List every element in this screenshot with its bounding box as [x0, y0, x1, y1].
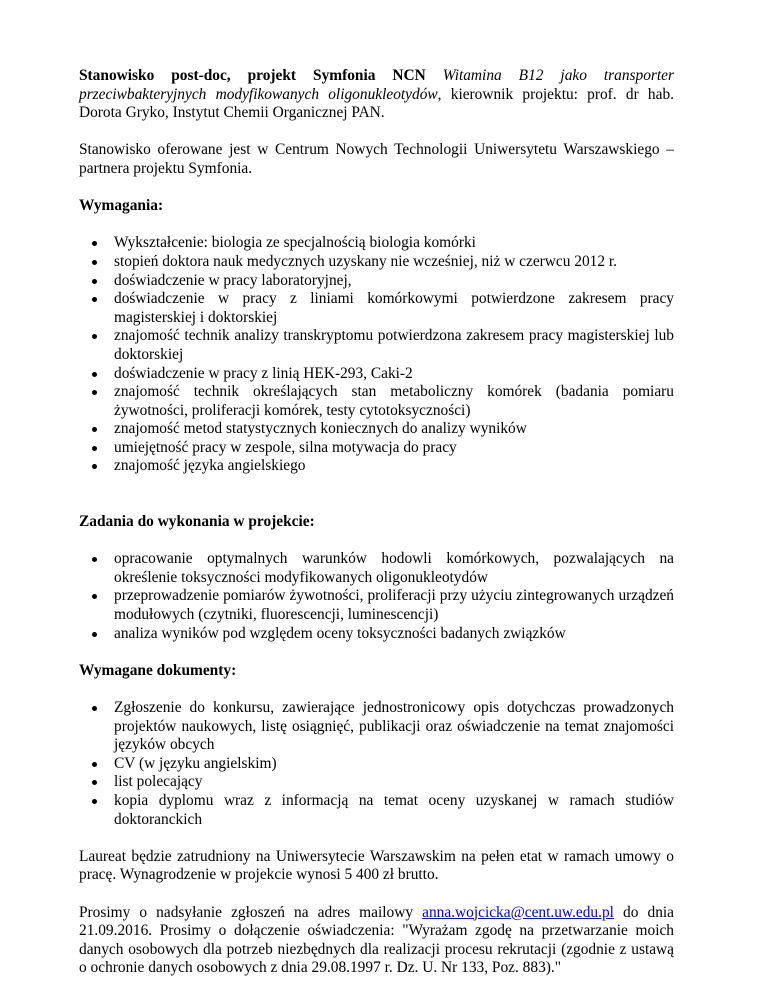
- list-item-text: umiejętność pracy w zespole, silna motywacja do pracy: [114, 438, 457, 456]
- list-item-text: opracowanie optymalnych warunków hodowli komórkowych, pozwalających na określenie toksyczności modyfikowanych oligonukleotydów: [114, 550, 674, 586]
- bullet-icon: [92, 557, 97, 562]
- bullet-icon: [92, 279, 97, 284]
- list-item: [79, 383, 674, 420]
- list-item-text: znajomość technik analizy transkryptomu potwierdzona zakresem pracy magisterskiej lub doktorskiej: [114, 327, 674, 363]
- intro-details: , kierownik projektu: prof. dr hab. Dorota Gryko, Instytut Chemii Organicznej PAN.: [79, 85, 675, 122]
- list-item: [79, 439, 674, 458]
- bullet-icon: [92, 594, 97, 599]
- list-item: [79, 625, 674, 644]
- email-link[interactable]: anna.wojcicka@cent.uw.edu.pl: [422, 903, 614, 921]
- requirements-heading: Wymagania:: [79, 197, 164, 215]
- list-item: [79, 253, 674, 272]
- project-title: Witamina B12 jako transporter przeciwbakteryjnych modyfikowanych oligonukleotydów: [79, 67, 674, 103]
- closing-text-after: do dnia 21.09.2016. Prosimy o dołączenie oświadczenia: "Wyrażam zgodę na przetwarzanie moich danych osobowych dla potrzeb niezbędnych dla realizacji procesu rekrutacji (zgodnie z ustawą o ochronie danych osobowych z dnia 29.08.1997 r. Dz. U. Nr 133, Poz. 883).": [79, 903, 674, 977]
- bullet-icon: [92, 780, 97, 785]
- list-item: [79, 550, 674, 587]
- document-content: [79, 67, 674, 978]
- intro-title: Stanowisko post-doc, projekt Symfonia NCN: [79, 67, 426, 84]
- list-item-text: Wykształcenie: biologia ze specjalnością biologia komórki: [114, 234, 476, 252]
- list-item-text: doświadczenie w pracy z liniami komórkowymi potwierdzone zakresem pracy magisterskiej i doktorskiej: [114, 290, 674, 326]
- closing-text-before: Prosimy o nadsyłanie zgłoszeń na adres mailowy: [79, 903, 423, 921]
- list-item-text: znajomość metod statystycznych koniecznych do analizy wyników: [114, 420, 527, 438]
- bullet-icon: [92, 334, 97, 339]
- intro-paragraph: [79, 67, 674, 123]
- list-item-text: CV (w języku angielskim): [114, 754, 277, 772]
- list-item-text: list polecający: [114, 773, 203, 791]
- bullet-icon: [92, 260, 97, 265]
- requirements-list: [79, 234, 674, 476]
- employment-paragraph: Laureat będzie zatrudniony na Uniwersytecie Warszawskim na pełen etat w ramach umowy o pracę. Wynagrodzenie w projekcie wynosi 5 400 zł brutto.: [79, 847, 674, 884]
- bullet-icon: [92, 446, 97, 451]
- list-item: [79, 457, 674, 476]
- list-item: [79, 773, 674, 792]
- documents-heading: Wymagane dokumenty:: [79, 661, 237, 679]
- list-item-text: stopień doktora nauk medycznych uzyskany nie wcześniej, niż w czerwcu 2012 r.: [114, 252, 618, 270]
- list-item: [79, 234, 674, 253]
- bullet-icon: [92, 762, 97, 767]
- tasks-heading: Zadania do wykonania w projekcie:: [79, 513, 315, 531]
- list-item: [79, 327, 674, 364]
- list-item-text: doświadczenie w pracy laboratoryjnej,: [114, 271, 352, 289]
- tasks-list: [79, 550, 674, 643]
- bullet-icon: [92, 297, 97, 302]
- list-item: [79, 420, 674, 439]
- documents-list: [79, 699, 674, 829]
- list-item-text: analiza wyników pod względem oceny toksyczności badanych związków: [114, 624, 566, 642]
- bullet-icon: [92, 464, 97, 469]
- list-item-text: znajomość języka angielskiego: [114, 457, 306, 475]
- list-item: [79, 755, 674, 774]
- bullet-icon: [92, 390, 97, 395]
- bullet-icon: [92, 632, 97, 637]
- list-item-text: kopia dyplomu wraz z informacją na temat oceny uzyskanej w ramach studiów doktoranckich: [114, 791, 674, 828]
- bullet-icon: [92, 372, 97, 377]
- list-item-text: Zgłoszenie do konkursu, zawierające jednostronicowy opis dotychczas prowadzonych projektów naukowych, listę osiągnięć, publikacji oraz oświadczenie na temat znajomości języków obcych: [114, 699, 674, 754]
- bullet-icon: [92, 799, 97, 804]
- bullet-icon: [92, 706, 97, 711]
- bullet-icon: [92, 427, 97, 432]
- list-item: [79, 365, 674, 384]
- list-item: [79, 792, 674, 829]
- bullet-icon: [92, 241, 97, 246]
- list-item: [79, 290, 674, 327]
- closing-paragraph: [79, 904, 674, 978]
- list-item: [79, 587, 674, 624]
- list-item-text: doświadczenie w pracy z linią HEK-293, Caki-2: [114, 364, 413, 382]
- offer-paragraph: Stanowisko oferowane jest w Centrum Nowych Technologii Uniwersytetu Warszawskiego – partnera projektu Symfonia.: [79, 141, 674, 177]
- list-item: [79, 699, 674, 755]
- list-item-text: przeprowadzenie pomiarów żywotności, proliferacji przy użyciu zintegrowanych urządzeń modułowych (czytniki, fluorescencji, luminescencji): [114, 587, 674, 624]
- list-item: [79, 272, 674, 291]
- list-item-text: znajomość technik określających stan metaboliczny komórek (badania pomiaru żywotności, proliferacji komórek, testy cytotoksyczności): [114, 383, 674, 419]
